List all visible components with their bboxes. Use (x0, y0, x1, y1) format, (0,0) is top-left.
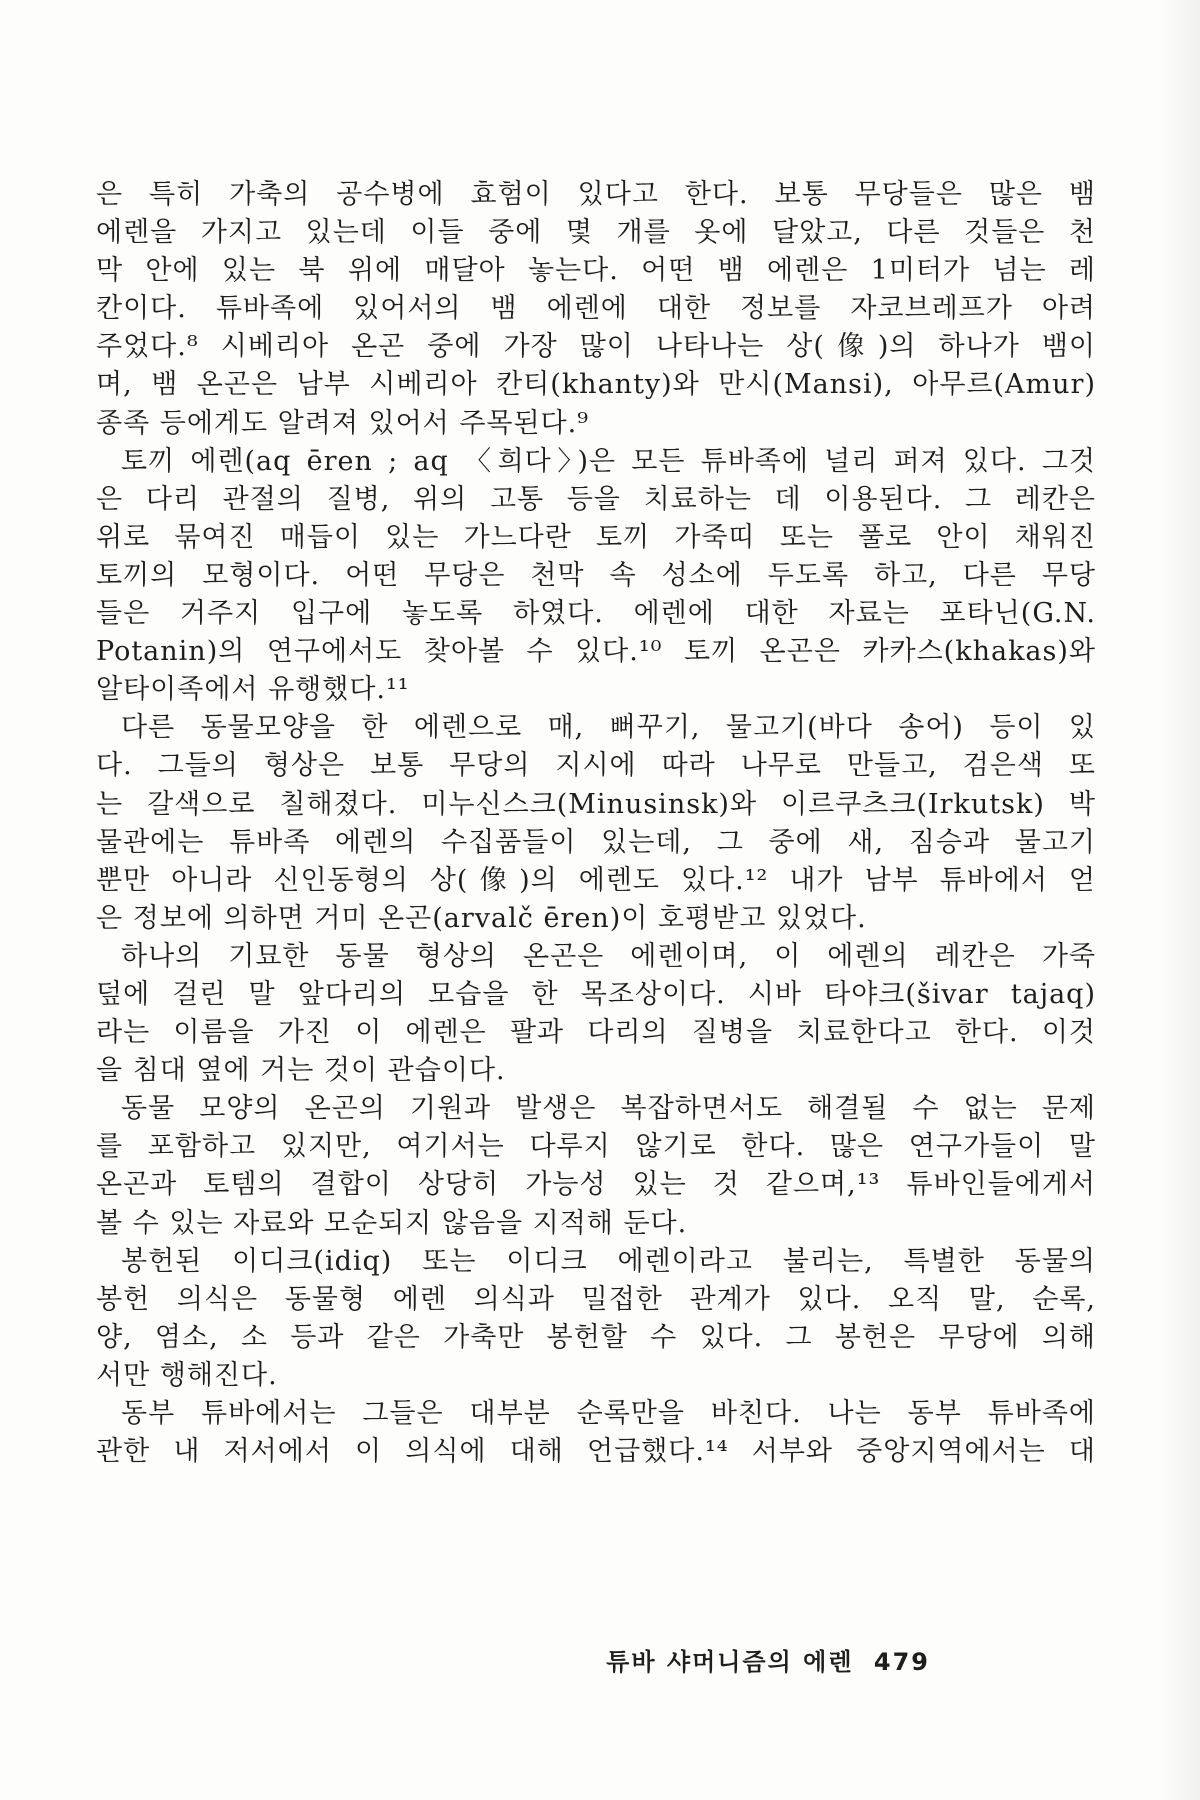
text-line: 에렌을 가지고 있는데 이들 중에 몇 개를 옷에 달았고, 다른 것들은 천 (96, 217, 1096, 249)
body-text (96, 176, 1096, 1471)
text-line: 며, 뱀 온곤은 남부 시베리아 칸티(khanty)와 만시(Mansi), 아무르(Amur) (96, 369, 1096, 401)
text-line: 양, 염소, 소 등과 같은 가축만 봉헌할 수 있다. 그 봉헌은 무당에 의해 (96, 1321, 1096, 1353)
running-head: 튜바 샤머니즘의 에렌 (606, 1648, 854, 1676)
text-line: 토끼 에렌(aq ēren ; aq 〈희다〉)은 모든 튜바족에 널리 퍼져 있다. 그것 (121, 445, 1096, 477)
text-line: 은 정보에 의하면 거미 온곤(arvalč ēren)이 호평받고 있었다. (96, 902, 867, 934)
text-line: Potanin)의 연구에서도 찾아볼 수 있다.¹⁰ 토끼 온곤은 카카스(khakas)와 (96, 636, 1096, 668)
text-line: 물관에는 튜바족 에렌의 수집품들이 있는데, 그 중에 새, 짐승과 물고기 (96, 826, 1096, 858)
text-line: 를 포함하고 있지만, 여기서는 다루지 않기로 한다. 많은 연구가들이 말 (96, 1131, 1096, 1163)
page-footer (606, 1642, 930, 1677)
text-line: 온곤과 토템의 결합이 상당히 가능성 있는 것 같으며,¹³ 튜바인들에게서 (96, 1169, 1096, 1201)
text-line: 하나의 기묘한 동물 형상의 온곤은 에렌이며, 이 에렌의 레칸은 가죽 (121, 940, 1096, 972)
text-line: 서만 행해진다. (96, 1359, 278, 1391)
text-line: 다. 그들의 형상은 보통 무당의 지시에 따라 나무로 만들고, 검은색 또 (96, 750, 1096, 782)
text-line: 동부 튜바에서는 그들은 대부분 순록만을 바친다. 나는 동부 튜바족에 (121, 1398, 1096, 1429)
text-line: 뿐만 아니라 신인동형의 상(像)의 에렌도 있다.¹² 내가 남부 튜바에서 얻 (96, 864, 1096, 896)
text-line: 동물 모양의 온곤의 기원과 발생은 복잡하면서도 해결될 수 없는 문제 (121, 1093, 1096, 1125)
text-line: 볼 수 있는 자료와 모순되지 않음을 지적해 둔다. (96, 1207, 688, 1239)
text-line: 는 갈색으로 칠해졌다. 미누신스크(Minusinsk)와 이르쿠츠크(Irkutsk) 박 (96, 788, 1096, 820)
text-line: 칸이다. 튜바족에 있어서의 뱀 에렌에 대한 정보를 자코브레프가 아려 (96, 293, 1096, 325)
text-line: 막 안에 있는 북 위에 매달아 놓는다. 어떤 뱀 에렌은 1미터가 넘는 레 (96, 255, 1096, 287)
text-line: 관한 내 저서에서 이 의식에 대해 언급했다.¹⁴ 서부와 중앙지역에서는 대 (96, 1436, 1096, 1468)
text-line: 은 특히 가축의 공수병에 효험이 있다고 한다. 보통 무당들은 많은 뱀 (96, 179, 1096, 210)
page-number: 479 (873, 1648, 930, 1676)
text-line: 은 다리 관절의 질병, 위의 고통 등을 치료하는 데 이용된다. 그 레칸은 (96, 483, 1096, 515)
text-line: 토끼의 모형이다. 어떤 무당은 천막 속 성소에 두도록 하고, 다른 무당 (96, 559, 1096, 591)
text-line: 을 침대 옆에 거는 것이 관습이다. (96, 1055, 506, 1087)
page-edge-shadow (1160, 0, 1200, 1800)
text-line: 봉헌 의식은 동물형 에렌 의식과 밀접한 관계가 있다. 오직 말, 순록, (96, 1283, 1096, 1315)
text-line: 위로 묶여진 매듭이 있는 가느다란 토끼 가죽띠 또는 풀로 안이 채워진 (96, 521, 1096, 553)
text-line: 종족 등에게도 알려져 있어서 주목된다.⁹ (96, 407, 590, 439)
text-line: 주었다.⁸ 시베리아 온곤 중에 가장 많이 나타나는 상(像)의 하나가 뱀이 (96, 331, 1096, 363)
text-line: 다른 동물모양을 한 에렌으로 매, 뻐꾸기, 물고기(바다 송어) 등이 있 (121, 712, 1096, 744)
text-line: 봉헌된 이디크(idiq) 또는 이디크 에렌이라고 불리는, 특별한 동물의 (121, 1245, 1096, 1277)
text-line: 덮에 걸린 말 앞다리의 모습을 한 목조상이다. 시바 타야크(šivar tajaq) (96, 978, 1096, 1010)
text-line: 들은 거주지 입구에 놓도록 하였다. 에렌에 대한 자료는 포타닌(G.N. (96, 598, 1096, 630)
text-line: 라는 이름을 가진 이 에렌은 팔과 다리의 질병을 치료한다고 한다. 이것 (96, 1017, 1096, 1049)
text-line: 알타이족에서 유행했다.¹¹ (96, 674, 410, 706)
